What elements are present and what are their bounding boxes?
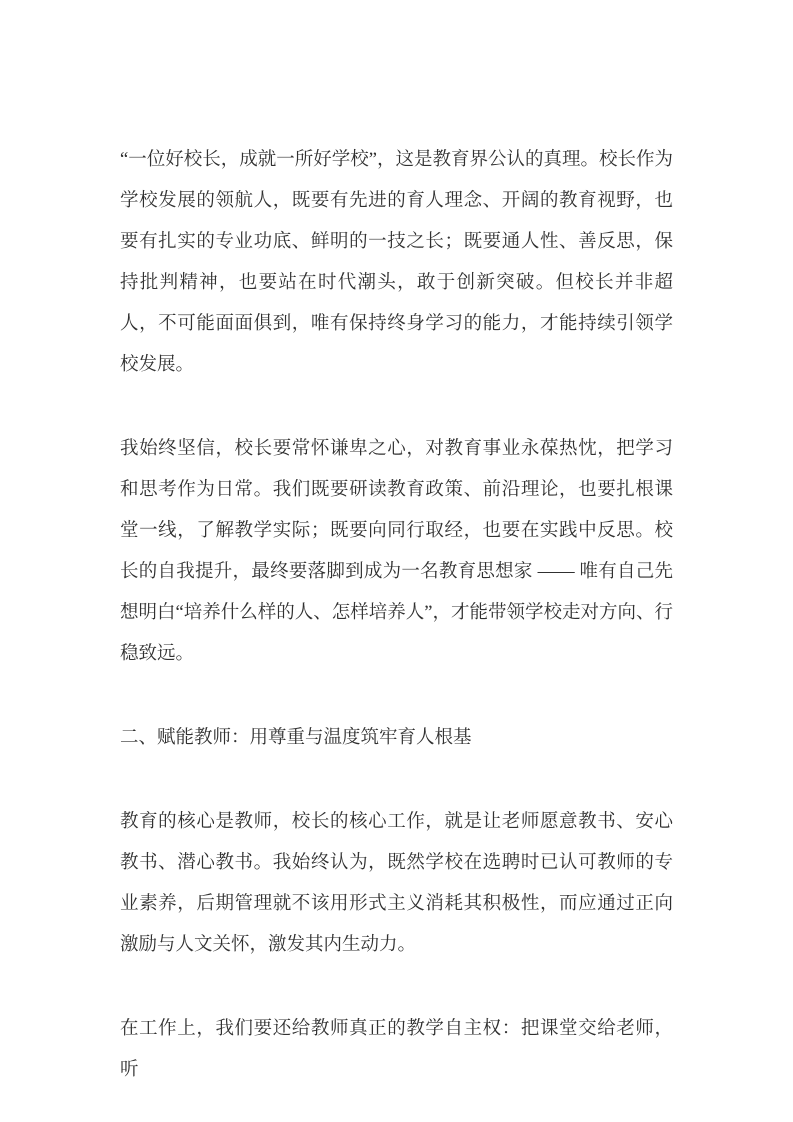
paragraph-teachers-core: 教育的核心是教师，校长的核心工作，就是让老师愿意教书、安心教书、潜心教书。我始终认为，既然学校在选聘时已认可教师的专业素养，后期管理就不该用形式主义消耗其积极性，而应通过正向激励与人文关怀，激发其内生动力。 xyxy=(120,812,673,955)
paragraph-lifelong-learning: 我始终坚信，校长要常怀谦卑之心，对教育事业永葆热忱，把学习和思考作为日常。我们既要研读教育政策、前沿理论，也要扎根课堂一线，了解教学实际；既要向同行取经，也要在实践中反思。校长的自我提升，最终要落脚到成为一名教育思想家 —— 唯有自己先想明白“培养什么样的人、怎样培养人”，才能带领学校走对方向、行稳致远。 xyxy=(120,439,673,664)
paragraph-teaching-autonomy: 在工作上，我们要还给教师真正的教学自主权：把课堂交给老师，听 xyxy=(120,1019,673,1080)
paragraph-principal-role: “一位好校长，成就一所好学校”，这是教育界公认的真理。校长作为学校发展的领航人，既要有先进的育人理念、开阔的教育视野，也要有扎实的专业功底、鲜明的一技之长；既要通人性、善反思，保持批判精神，也要站在时代潮头，敢于创新突破。但校长并非超人，不可能面面俱到，唯有保持终身学习的能力，才能持续引领学校发展。 xyxy=(120,150,673,375)
section-heading-empower-teachers: 二、赋能教师：用尊重与温度筑牢育人根基 xyxy=(120,728,472,748)
document-page xyxy=(120,140,673,1091)
